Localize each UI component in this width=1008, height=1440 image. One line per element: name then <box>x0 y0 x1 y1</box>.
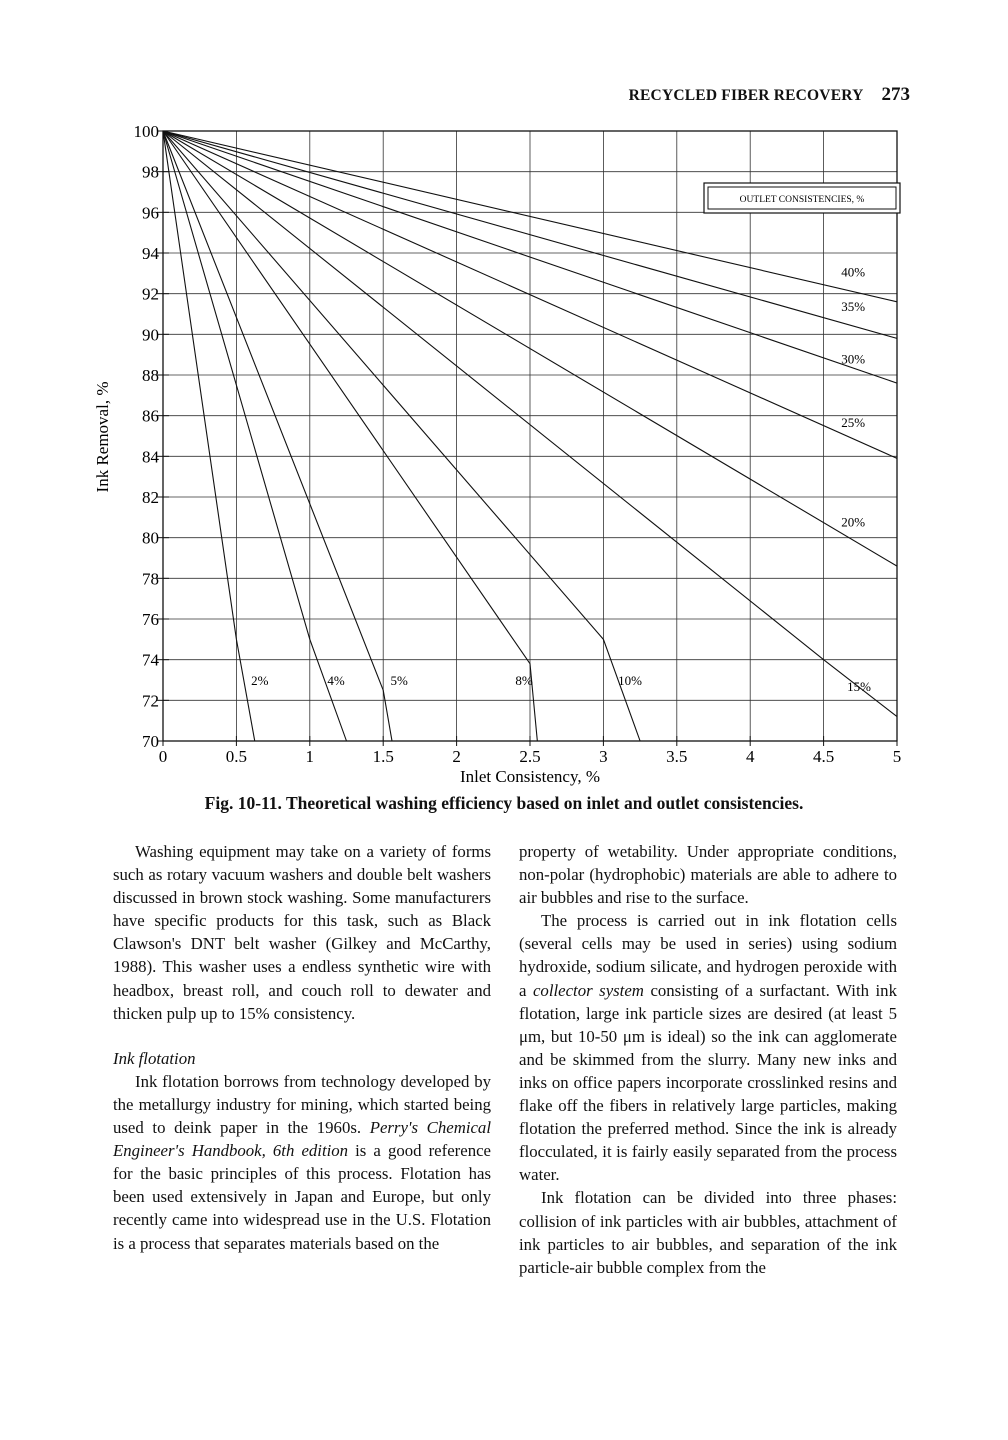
y-tick-label: 94 <box>142 244 159 263</box>
series-label-20pct: 20% <box>841 514 866 530</box>
paragraph: Washing equipment may take on a variety of forms such as rotary vacuum washers and double belt washers discussed in brown stock washing. Some manufacturers have specific products for this task, such as Black Clawson's DNT belt washer (Gilkey and McCarthy, 1988). This washer uses a endless synthetic wire with headbox, breast roll, and couch roll to dewater and thicken pulp up to 15% consistency. <box>113 842 491 1023</box>
x-tick-label: 3 <box>599 747 608 766</box>
y-tick-label: 92 <box>142 284 159 304</box>
paragraph: Ink flotation can be divided into three phases: collision of ink particles with air bubbles, attachment of ink particles to air bubbles, and separation of the ink particle-air bubble complex from the <box>519 1188 897 1277</box>
x-tick-label: 4.5 <box>812 747 835 766</box>
y-tick-label: 76 <box>142 610 159 629</box>
x-tick-label: 5 <box>892 747 902 766</box>
chart-grid <box>163 131 897 741</box>
y-tick-label: 100 <box>133 122 159 141</box>
series-label-4pct: 4% <box>327 673 345 688</box>
figure-caption: Fig. 10-11. Theoretical washing efficiency based on inlet and outlet consistencies. <box>204 793 804 813</box>
series-line-10pct <box>163 131 640 741</box>
series-label-40pct: 40% <box>841 264 866 280</box>
running-head-title: RECYCLED FIBER RECOVERY <box>628 87 864 104</box>
y-tick-label: 86 <box>142 406 159 426</box>
series-line-8pct <box>163 131 537 741</box>
chart-legend <box>704 183 900 213</box>
x-tick-label: 3.5 <box>666 747 688 766</box>
chart-axes <box>157 131 897 746</box>
right-column <box>519 840 897 1279</box>
x-tick-label: 0.5 <box>225 747 248 766</box>
series-label-30pct: 30% <box>841 351 866 367</box>
series-label-35pct: 35% <box>841 298 866 314</box>
x-tick-label: 2 <box>452 747 461 766</box>
x-tick-label: 0 <box>158 747 168 766</box>
y-tick-label: 90 <box>142 325 159 345</box>
chart-labels <box>134 122 902 766</box>
y-tick-label: 78 <box>142 569 159 589</box>
x-tick-label: 2.5 <box>519 747 541 766</box>
y-tick-label: 74 <box>142 650 159 670</box>
x-tick-label: 1 <box>305 747 315 766</box>
series-line-2pct <box>163 131 255 741</box>
section-heading: Ink flotation <box>113 1048 196 1068</box>
series-label-10pct: 10% <box>618 673 642 688</box>
series-label-8pct: 8% <box>515 673 533 688</box>
legend-title: OUTLET CONSISTENCIES, % <box>739 195 865 205</box>
series-line-4pct <box>163 131 347 741</box>
x-axis-label: Inlet Consistency, % <box>459 767 601 786</box>
y-tick-label: 72 <box>142 691 159 711</box>
series-label-25pct: 25% <box>841 414 866 430</box>
series-label-5pct: 5% <box>390 673 408 688</box>
y-axis-label: Ink Removal, % <box>93 381 112 493</box>
x-tick-label: 4 <box>745 747 755 766</box>
y-tick-label: 88 <box>142 366 159 385</box>
series-label-2pct: 2% <box>251 673 269 688</box>
paragraph: property of wetability. Under appropriate conditions, non-polar (hydrophobic) materials are able to adhere to air bubbles and rise to the surface. <box>519 842 897 908</box>
y-tick-label: 80 <box>142 528 159 548</box>
series-label-15pct: 15% <box>847 679 871 695</box>
paragraph: Ink flotation borrows from technology developed by the metallurgy industry for mining, which started being used to deink paper in the 1960s. Perry's Chemical Engineer's Handbook, 6th edition is a good reference for the basic principles of this process. Flotation has been used extensively in Japan and Europe, but only recently came into widespread use in the U.S. Flotation is a process that separates materials based on the <box>113 1071 491 1253</box>
y-tick-label: 98 <box>142 162 159 182</box>
y-tick-label: 96 <box>142 203 159 223</box>
paragraph: The process is carried out in ink flotation cells (several cells may be used in series) using sodium hydroxide, sodium silicate, and hydrogen peroxide with a collector system consisting of a surfactant. With ink flotation, large ink particle sizes are desired (at least 5 μm, but 10-50 μm is ideal) so the ink can agglomerate and be skimmed from the slurry. Many new inks and inks on office papers incorporate crosslinked resins and flake off the fibers in relatively large particles, making flotation the preferred method. Since the ink is already flocculated, it is fairly easily separated from the process water. <box>519 911 897 1185</box>
page-number: 273 <box>881 84 910 105</box>
x-tick-label: 1.5 <box>372 747 394 766</box>
y-tick-label: 82 <box>142 488 159 507</box>
left-column <box>113 840 491 1255</box>
y-tick-label: 84 <box>142 447 159 467</box>
y-tick-label: 70 <box>142 732 159 751</box>
